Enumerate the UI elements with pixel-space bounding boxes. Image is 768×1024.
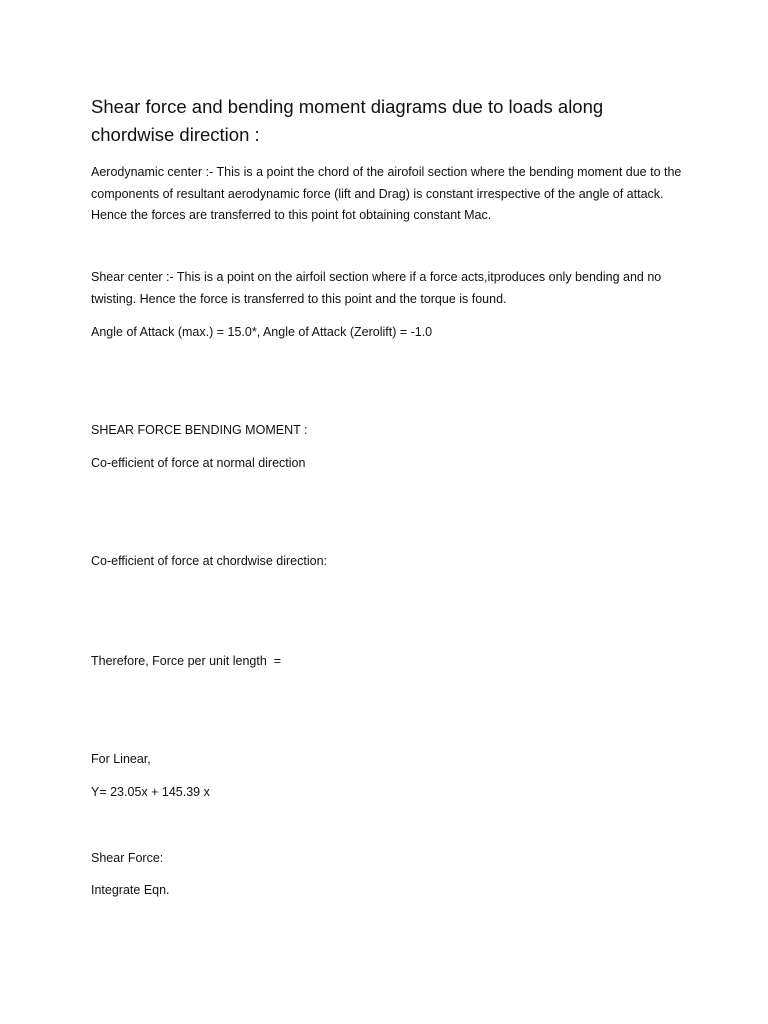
linear-equation-line: Y= 23.05x + 145.39 x xyxy=(91,785,210,799)
shear-center-paragraph: Shear center :- This is a point on the airfoil section where if a force acts,itproduces only bending and no twisting. Hence the force is transferred to this point and the torque is found. xyxy=(91,270,662,306)
for-linear-line: For Linear, xyxy=(91,752,151,766)
normal-coefficient-line: Co-efficient of force at normal direction xyxy=(91,456,306,470)
section-title: SHEAR FORCE BENDING MOMENT : xyxy=(91,423,308,437)
integrate-equation-line: Integrate Eqn. xyxy=(91,883,170,897)
shear-force-heading: Shear Force: xyxy=(91,851,164,865)
chordwise-coefficient-line: Co-efficient of force at chordwise direction: xyxy=(91,554,327,568)
document-heading: Shear force and bending moment diagrams due to loads along chordwise direction : xyxy=(91,96,604,145)
aerodynamic-center-paragraph: Aerodynamic center :- This is a point the chord of the airofoil section where the bending moment due to the components of resultant aerodynamic force (lift and Drag) is constant irrespective of the angle of attack. Hence the forces are transferred to this point fot obtaining constant Mac. xyxy=(91,165,682,222)
force-per-unit-length-line: Therefore, Force per unit length = xyxy=(91,654,282,668)
angle-of-attack-line: Angle of Attack (max.) = 15.0*, Angle of Attack (Zerolift) = -1.0 xyxy=(91,325,433,339)
